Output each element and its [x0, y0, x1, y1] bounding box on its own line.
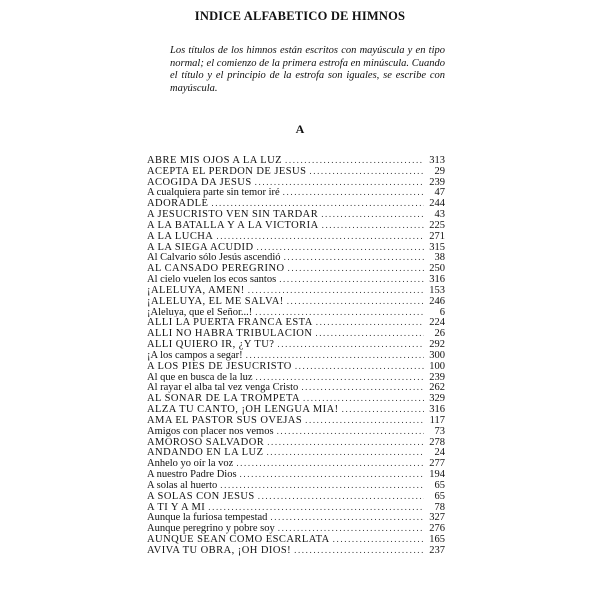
hymn-page-number: 313 [429, 155, 445, 166]
dot-leader [279, 274, 424, 285]
hymn-entry [147, 480, 445, 491]
hymn-page-number: 153 [429, 284, 445, 296]
dot-leader [255, 177, 424, 188]
dot-leader [315, 328, 424, 339]
hymn-page-number: 194 [429, 469, 445, 480]
dot-leader [216, 231, 424, 242]
hymn-entry [147, 437, 445, 448]
hymn-page-number: 315 [429, 241, 445, 253]
hymn-page-number: 225 [429, 219, 445, 231]
hymn-page-number: 300 [429, 349, 445, 361]
hymn-title: ACEPTA EL PERDON DE JESUS [147, 165, 307, 177]
page-title: INDICE ALFABETICO DE HIMNOS [194, 9, 406, 23]
dot-leader [211, 198, 424, 209]
hymn-title: A solas al huerto [147, 479, 218, 491]
hymn-entry [147, 512, 445, 523]
hymn-entry [147, 502, 445, 513]
hymn-page-number: 250 [429, 263, 445, 275]
hymn-entry [147, 415, 445, 426]
hymn-page-number: 78 [434, 501, 445, 513]
hymn-title: AMOROSO SALVADOR [147, 436, 265, 448]
hymn-page-number: 327 [429, 512, 445, 524]
hymn-entry [147, 469, 445, 480]
hymn-page-number: 29 [434, 165, 445, 177]
hymn-title: A TI Y A MI [147, 501, 206, 513]
hymn-title: Al Calvario sólo Jesús ascendió [147, 252, 281, 264]
hymn-page-number: 65 [434, 490, 445, 502]
hymn-title: Aunque peregrino y pobre soy [147, 523, 275, 534]
hymn-page-number: 316 [429, 274, 445, 285]
hymn-title: Aunque la furiosa tempestad [147, 512, 268, 524]
hymn-entry [147, 296, 445, 307]
dot-leader [267, 437, 424, 448]
hymn-title: A LA BATALLA Y A LA VICTORIA [147, 219, 319, 231]
hymn-entry [147, 328, 445, 339]
hymn-title: Al que en busca de la luz [147, 371, 253, 383]
hymn-title: ADORADLE [147, 198, 209, 210]
hymn-entry [147, 491, 445, 502]
hymn-page-number: 244 [429, 198, 445, 210]
hymn-title: A LOS PIES DE JESUCRISTO [147, 360, 292, 372]
hymn-title: ALLI QUIERO IR, ¿Y TU? [147, 339, 275, 350]
dot-leader [256, 372, 424, 383]
hymn-page-number: 316 [429, 404, 445, 415]
hymn-entry [147, 220, 445, 231]
hymn-title: ANDANDO EN LA LUZ [147, 447, 264, 459]
hymn-page-number: 65 [434, 479, 445, 491]
hymn-page-number: 47 [434, 187, 445, 199]
hymn-page-number: 26 [434, 328, 445, 340]
dot-leader [305, 415, 424, 426]
dot-leader [309, 166, 424, 177]
hymn-title: A JESUCRISTO VEN SIN TARDAR [147, 209, 319, 220]
hymn-title: A nuestro Padre Dios [147, 469, 237, 480]
hymn-page-number: 24 [434, 447, 445, 459]
hymn-title: Al rayar el alba tal vez venga Cristo [147, 382, 299, 394]
dot-leader [301, 382, 424, 393]
hymn-page-number: 73 [434, 425, 445, 437]
hymn-page-number: 224 [429, 317, 445, 329]
hymn-entry [147, 242, 445, 253]
hymn-page-number: 276 [429, 523, 445, 534]
hymn-title: AL CANSADO PEREGRINO [147, 263, 285, 275]
hymn-page-number: 239 [429, 176, 445, 188]
hymn-title: ALLI NO HABRA TRIBULACION [147, 328, 313, 340]
dot-leader [277, 339, 424, 350]
hymn-page-number: 100 [429, 360, 445, 372]
hymn-page-number: 292 [429, 339, 445, 350]
hymn-page-number: 278 [429, 436, 445, 448]
dot-leader [284, 252, 424, 263]
hymn-entry [147, 382, 445, 393]
hymn-entry [147, 523, 445, 534]
hymn-entry [147, 187, 445, 198]
hymn-title: AVIVA TU OBRA, ¡OH DIOS! [147, 544, 292, 556]
dot-leader [278, 523, 424, 534]
dot-leader [257, 242, 424, 253]
hymn-entry [147, 372, 445, 383]
hymn-title: ALLI LA PUERTA FRANCA ESTA [147, 317, 313, 329]
dot-leader [277, 426, 424, 437]
dot-leader [303, 393, 424, 404]
hymn-page-number: 38 [434, 252, 445, 264]
hymn-entry [147, 307, 445, 318]
section-letter: A [295, 122, 305, 136]
hymn-entry [147, 447, 445, 458]
hymn-index-list [147, 155, 445, 556]
hymn-entry [147, 458, 445, 469]
dot-leader [255, 307, 424, 318]
dot-leader [266, 447, 424, 458]
hymn-entry [147, 166, 445, 177]
dot-leader [258, 491, 424, 502]
hymn-title: A cualquiera parte sin temor iré [147, 187, 280, 199]
dot-leader [295, 361, 424, 372]
hymn-title: AUNQUE SEAN COMO ESCARLATA [147, 533, 330, 545]
hymn-entry [147, 350, 445, 361]
hymn-page-number: 43 [434, 209, 445, 220]
hymn-entry [147, 252, 445, 263]
dot-leader [248, 285, 424, 296]
hymn-page-number: 117 [429, 414, 445, 426]
dot-leader [270, 512, 424, 523]
hymn-entry [147, 155, 445, 166]
hymn-entry [147, 361, 445, 372]
hymn-entry [147, 317, 445, 328]
hymn-title: Anhelo yo oír la voz [147, 458, 234, 470]
hymn-entry [147, 545, 445, 556]
hymn-page-number: 6 [439, 306, 445, 318]
hymn-title: AMA EL PASTOR SUS OVEJAS [147, 414, 303, 426]
hymn-title: ¡A los campos a segar! [147, 349, 243, 361]
hymn-title: ¡Aleluya, que el Señor...! [147, 306, 253, 318]
hymn-title: ALZA TU CANTO, ¡OH LENGUA MIA! [147, 404, 339, 415]
dot-leader [316, 317, 424, 328]
hymn-entry [147, 534, 445, 545]
hymn-page-number: 271 [429, 230, 445, 242]
hymn-entry [147, 231, 445, 242]
hymn-entry [147, 285, 445, 296]
hymn-page-number: 237 [429, 544, 445, 556]
dot-leader [246, 350, 424, 361]
intro-note: Los títulos de los himnos están escritos con mayúscula y en tipo normal; el comienzo de la primera estrofa en minúscula. Cuando el título y el principio de la estrofa son iguales, se escribe con mayúscula. [170, 45, 445, 94]
hymn-page-number: 262 [429, 382, 445, 394]
dot-leader [220, 480, 424, 491]
hymn-title: A SOLAS CON JESUS [147, 490, 255, 502]
hymn-title: ABRE MIS OJOS A LA LUZ [147, 155, 283, 166]
hymn-entry [147, 426, 445, 437]
dot-leader [240, 469, 424, 480]
hymn-title: ¡ALELUYA, EL ME SALVA! [147, 295, 284, 307]
hymn-page-number: 329 [429, 393, 445, 405]
dot-leader [322, 220, 424, 231]
dot-leader [288, 263, 424, 274]
hymn-title: A LA SIEGA ACUDID [147, 241, 254, 253]
dot-leader [285, 155, 424, 166]
hymn-entry [147, 198, 445, 209]
hymn-entry [147, 274, 445, 285]
hymn-page-number: 165 [429, 533, 445, 545]
hymn-title: Al cielo vuelen los ecos santos [147, 274, 277, 285]
hymn-entry [147, 263, 445, 274]
hymn-entry [147, 339, 445, 350]
dot-leader [236, 458, 424, 469]
dot-leader [287, 296, 424, 307]
hymn-page-number: 277 [429, 458, 445, 470]
hymn-title: ¡ALELUYA, AMEN! [147, 284, 245, 296]
hymn-title: Amigos con placer nos vemos [147, 425, 274, 437]
hymn-title: A LA LUCHA [147, 230, 214, 242]
hymn-page-number: 246 [429, 295, 445, 307]
hymn-entry [147, 209, 445, 220]
hymn-entry [147, 393, 445, 404]
dot-leader [321, 209, 424, 220]
hymn-entry [147, 404, 445, 415]
hymn-title: ACOGIDA DA JESUS [147, 176, 252, 188]
hymn-page-number: 239 [429, 371, 445, 383]
dot-leader [283, 187, 424, 198]
hymn-title: AL SONAR DE LA TROMPETA [147, 393, 301, 405]
dot-leader [333, 534, 424, 545]
dot-leader [294, 545, 424, 556]
dot-leader [208, 502, 424, 513]
dot-leader [342, 404, 424, 415]
hymn-entry [147, 177, 445, 188]
